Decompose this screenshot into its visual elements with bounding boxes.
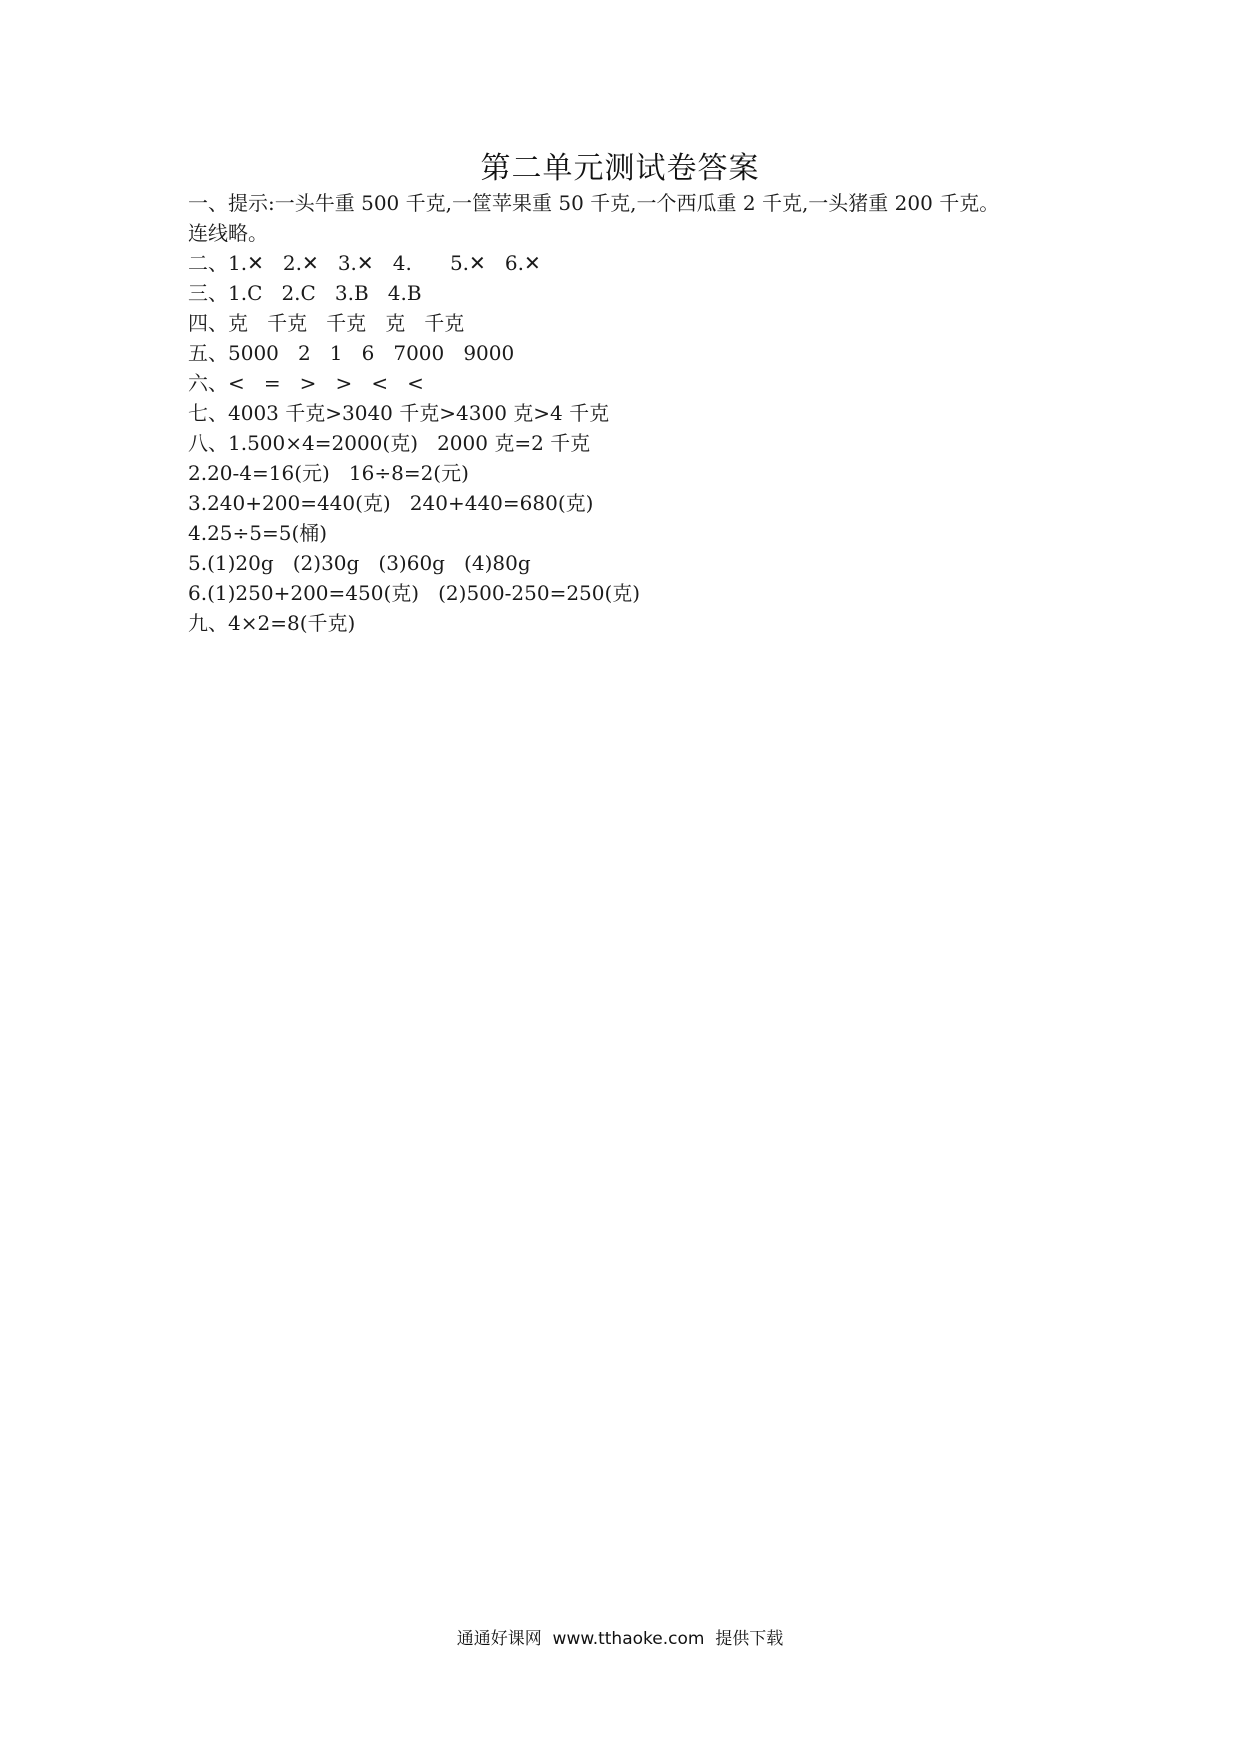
answer-line: 二、1.✕ 2.✕ 3.✕ 4. 5.✕ 6.✕ [188,251,541,275]
answer-line: 七、4003 千克>3040 千克>4300 克>4 千克 [188,401,610,425]
answer-list [188,188,1088,638]
answer-line: 六、< = > > < < [188,371,424,395]
answer-line: 3.240+200=440(克) 240+440=680(克) [188,491,594,515]
footer-credit: 通通好课网 www.tthaoke.com 提供下载 [456,1629,784,1649]
answer-line: 5.(1)20g (2)30g (3)60g (4)80g [188,551,531,575]
page-title: 第二单元测试卷答案 [480,151,760,186]
answer-line: 4.25÷5=5(桶) [188,521,328,545]
answer-line: 连线略。 [188,221,268,245]
answer-line: 三、1.C 2.C 3.B 4.B [188,281,422,305]
answer-line: 九、4×2=8(千克) [188,611,356,635]
answer-line: 五、5000 2 1 6 7000 9000 [188,341,515,365]
answer-line: 一、提示:一头牛重 500 千克,一筐苹果重 50 千克,一个西瓜重 2 千克,一头猪重 200 千克。 [188,191,1000,215]
answer-line: 八、1.500×4=2000(克) 2000 克=2 千克 [188,431,591,455]
answer-line: 四、克 千克 千克 克 千克 [188,311,465,335]
answer-line: 6.(1)250+200=450(克) (2)500-250=250(克) [188,581,641,605]
answer-line: 2.20-4=16(元) 16÷8=2(元) [188,461,469,485]
